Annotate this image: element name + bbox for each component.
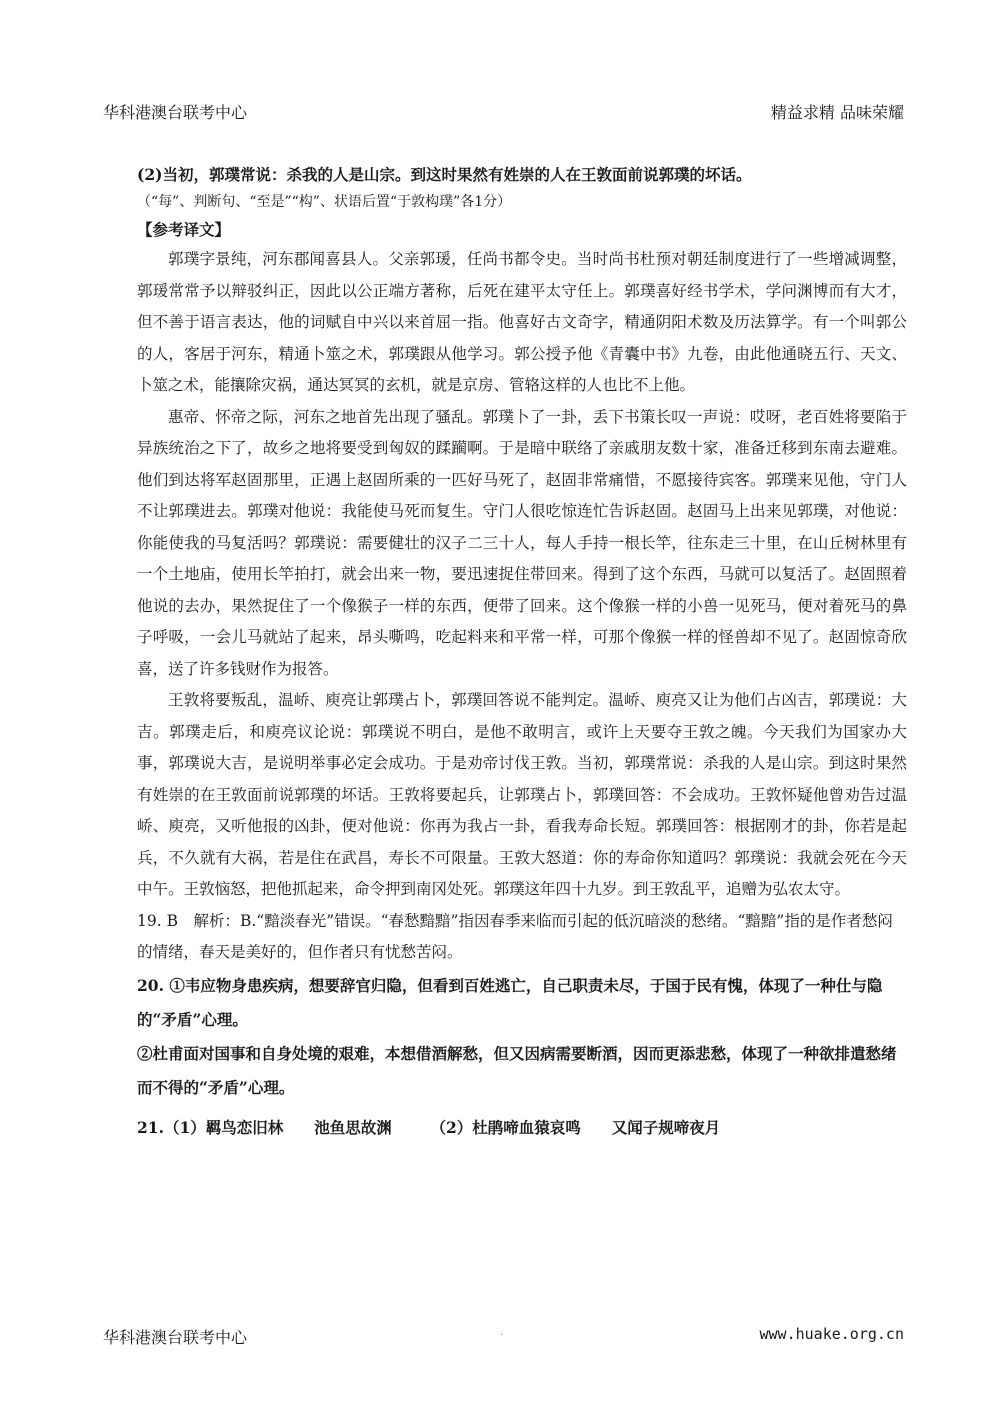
document-body (137, 160, 907, 1145)
footer-url: www.huake.org.cn (759, 1325, 904, 1343)
translation-heading: 【参考译文】 (137, 220, 231, 239)
translation-paragraph-2: 惠帝、怀帝之际，河东之地首先出现了骚乱。郭璞卜了一卦，丢下书策长叹一声说：哎呀，老百姓将要陷于异族统治之下了，故乡之地将要受到匈奴的蹂躏啊。于是暗中联络了亲戚朋友数十家，准备迁移到东南去避难。他们到达将军赵固那里，正遇上赵固所乘的一匹好马死了，赵固非常痛惜，不愿接待宾客。郭璞来见他，守门人不让郭璞进去。郭璞对他说：我能使马死而复生。守门人很吃惊连忙告诉赵固。赵固马上出来见郭璞，对他说：你能使我的马复活吗？郭璞说：需要健壮的汉子二三十人，每人手持一根长竿，往东走三十里，在山丘树林里有一个土地庙，使用长竿拍打，就会出来一物，要迅速捉住带回来。得到了这个东西，马就可以复活了。赵固照着他说的去办，果然捉住了一个像猴子一样的东西，便带了回来。这个像猴一样的小兽一见死马，便对着死马的鼻子呼吸，一会儿马就站了起来，昂头嘶鸣，吃起料来和平常一样，可那个像猴一样的怪兽却不见了。赵固惊奇欣喜，送了许多钱财作为报答。 (137, 407, 907, 678)
footer-left: 华科港澳台联考中心 (103, 1328, 248, 1347)
answer-2-text: (2)当初，郭璞常说：杀我的人是山宗。到这时果然有姓崇的人在王敦面前说郭璞的坏话。 (137, 165, 752, 184)
question-20-part-2: ②杜甫面对国事和自身处境的艰难，本想借酒解愁，但又因病需要断酒，因而更添悲愁，体现了一种欲排遣愁绪而不得的“矛盾”心理。 (137, 1043, 897, 1097)
footer-mid: · (500, 1330, 504, 1341)
answer-2-scoring: （“每”、判断句、“至是”“构”、状语后置“于敦构璞”各1分） (137, 194, 512, 210)
question-19-answer: 19. B 解析：B.“黯淡春光”错误。“春愁黯黯”指因春季来临而引起的低沉暗淡的愁绪。“黯黯”指的是作者愁闷的情绪，春天是美好的，但作者只有忧愁苦闷。 (137, 911, 893, 961)
header-left: 华科港澳台联考中心 (103, 103, 248, 122)
question-21-answer: 21.（1）羁鸟恋旧林 池鱼思故渊 （2）杜鹃啼血猿哀鸣 又闻子规啼夜月 (137, 1117, 721, 1137)
translation-paragraph-1: 郭璞字景纯，河东郡闻喜县人。父亲郭瑗，任尚书都令史。当时尚书杜预对朝廷制度进行了一些增减调整，郭瑗常常予以辩驳纠正，因此以公正端方著称，后死在建平太守任上。郭璞喜好经书学术，学问渊博而有大才，但不善于语言表达，他的词赋自中兴以来首屈一指。他喜好古文奇字，精通阴阳术数及历法算学。有一个叫郭公的人，客居于河东，精通卜筮之术，郭璞跟从他学习。郭公授予他《青囊中书》九卷，由此他通晓五行、天文、卜筮之术，能攘除灾祸，通达冥冥的玄机，就是京房、管辂这样的人也比不上他。 (137, 250, 907, 394)
header-right: 精益求精 品味荣耀 (770, 103, 904, 122)
question-20-part-1: 20. ①韦应物身患疾病，想要辞官归隐，但看到百姓逃亡，自己职责未尽，于国于民有愧，体现了一种仕与隐的“矛盾”心理。 (137, 975, 883, 1029)
translation-paragraph-3: 王敦将要叛乱，温峤、庾亮让郭璞占卜，郭璞回答说不能判定。温峤、庾亮又让为他们占凶吉，郭璞说：大吉。郭璞走后，和庾亮议论说：郭璞说不明白，是他不敢明言，或许上天要夺王敦之魄。今天我们为国家办大事，郭璞说大吉，是说明举事必定会成功。于是劝帝讨伐王敦。当初，郭璞常说：杀我的人是山宗。到这时果然有姓崇的在王敦面前说郭璞的坏话。王敦将要起兵，让郭璞占卜，郭璞回答：不会成功。王敦怀疑他曾劝告过温峤、庾亮，又听他报的凶卦，便对他说：你再为我占一卦，看我寿命长短。郭璞回答：根据刚才的卦，你若是起兵，不久就有大祸，若是住在武昌，寿长不可限量。王敦大怒道：你的寿命你知道吗？郭璞说：我就会死在今天中午。王敦恼怒，把他抓起来，命令押到南冈处死。郭璞这年四十九岁。到王敦乱平，追赠为弘农太守。 (137, 691, 907, 898)
